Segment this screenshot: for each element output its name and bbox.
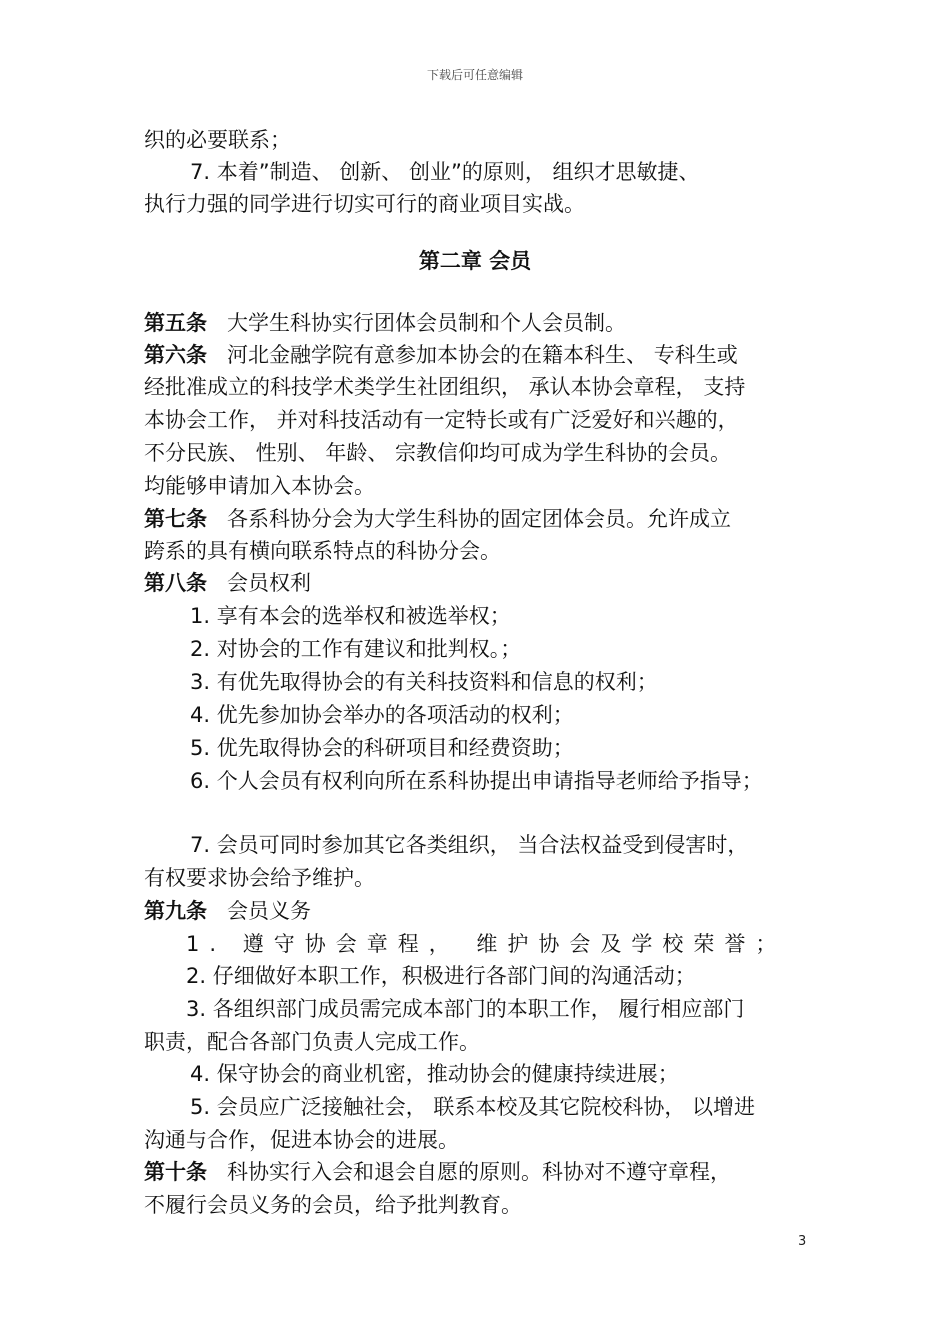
text-line: 均能够申请加入本协会。: [144, 474, 375, 498]
article-label: 第五条: [144, 311, 207, 335]
text-line: 有权要求协会给予维护。: [144, 866, 375, 890]
article-8: [144, 569, 311, 597]
text-line: 不履行会员义务的会员，给予批判教育。: [144, 1193, 522, 1217]
article-text: 会员权利: [227, 571, 312, 595]
page-number: 3: [798, 1234, 807, 1249]
text-line: 沟通与合作，促进本协会的进展。: [144, 1128, 459, 1152]
article-text: 大学生科协实行团体会员制和个人会员制。: [227, 311, 627, 335]
article-9: [144, 897, 311, 925]
list-item: 4. 优先参加协会举办的各项活动的权利；: [190, 703, 574, 727]
article-text: 河北金融学院有意参加本协会的在籍本科生、 专科生或: [227, 343, 738, 367]
article-text: 会员义务: [227, 899, 312, 923]
text-line: 执行力强的同学进行切实可行的商业项目实战。: [144, 192, 585, 216]
text-line: 织的必要联系；: [144, 128, 291, 152]
list-item: 1. 遵守协会章程， 维护协会及学校荣誉；: [186, 932, 787, 956]
article-label: 第十条: [144, 1160, 207, 1184]
list-item: 3. 各组织部门成员需完成本部门的本职工作， 履行相应部门: [186, 997, 745, 1021]
list-item: 6. 个人会员有权利向所在系科协提出申请指导老师给予指导；: [190, 769, 763, 793]
list-item: 3. 有优先取得协会的有关科技资料和信息的权利；: [190, 670, 658, 694]
list-item: 2. 对协会的工作有建议和批判权。；: [190, 637, 522, 661]
text-line: 7. 本着”制造、 创新、 创业”的原则， 组织才思敏捷、: [190, 160, 700, 184]
page-header: 下载后可任意编辑: [426, 68, 523, 82]
chapter-heading: 第二章 会员: [418, 249, 532, 273]
text-line: 跨系的具有横向联系特点的科协分会。: [144, 539, 501, 563]
article-text: 各系科协分会为大学生科协的固定团体会员。允许成立: [227, 507, 732, 531]
text-line: 经批准成立的科技学术类学生社团组织， 承认本协会章程， 支持: [144, 375, 746, 399]
article-label: 第八条: [144, 571, 207, 595]
list-item: 4. 保守协会的商业机密，推动协会的健康持续进展；: [190, 1062, 679, 1086]
text-line: 不分民族、 性别、 年龄、 宗教信仰均可成为学生科协的会员。: [144, 441, 732, 465]
article-5: [144, 309, 626, 337]
article-label: 第六条: [144, 343, 207, 367]
text-line: 职责，配合各部门负责人完成工作。: [144, 1030, 480, 1054]
article-7: [144, 505, 731, 533]
article-label: 第九条: [144, 899, 207, 923]
list-item: 1. 享有本会的选举权和被选举权；: [190, 604, 511, 628]
article-6: [144, 341, 738, 369]
list-item: 7. 会员可同时参加其它各类组织， 当合法权益受到侵害时，: [190, 833, 749, 857]
article-10: [144, 1158, 731, 1186]
text-line: 本协会工作， 并对科技活动有一定特长或有广泛爱好和兴趣的，: [144, 408, 739, 432]
article-text: 科协实行入会和退会自愿的原则。科协对不遵守章程，: [227, 1160, 732, 1184]
list-item: 2. 仔细做好本职工作，积极进行各部门间的沟通活动；: [186, 964, 696, 988]
article-label: 第七条: [144, 507, 207, 531]
list-item: 5. 优先取得协会的科研项目和经费资助；: [190, 736, 574, 760]
list-item: 5. 会员应广泛接触社会， 联系本校及其它院校科协， 以增进: [190, 1095, 756, 1119]
